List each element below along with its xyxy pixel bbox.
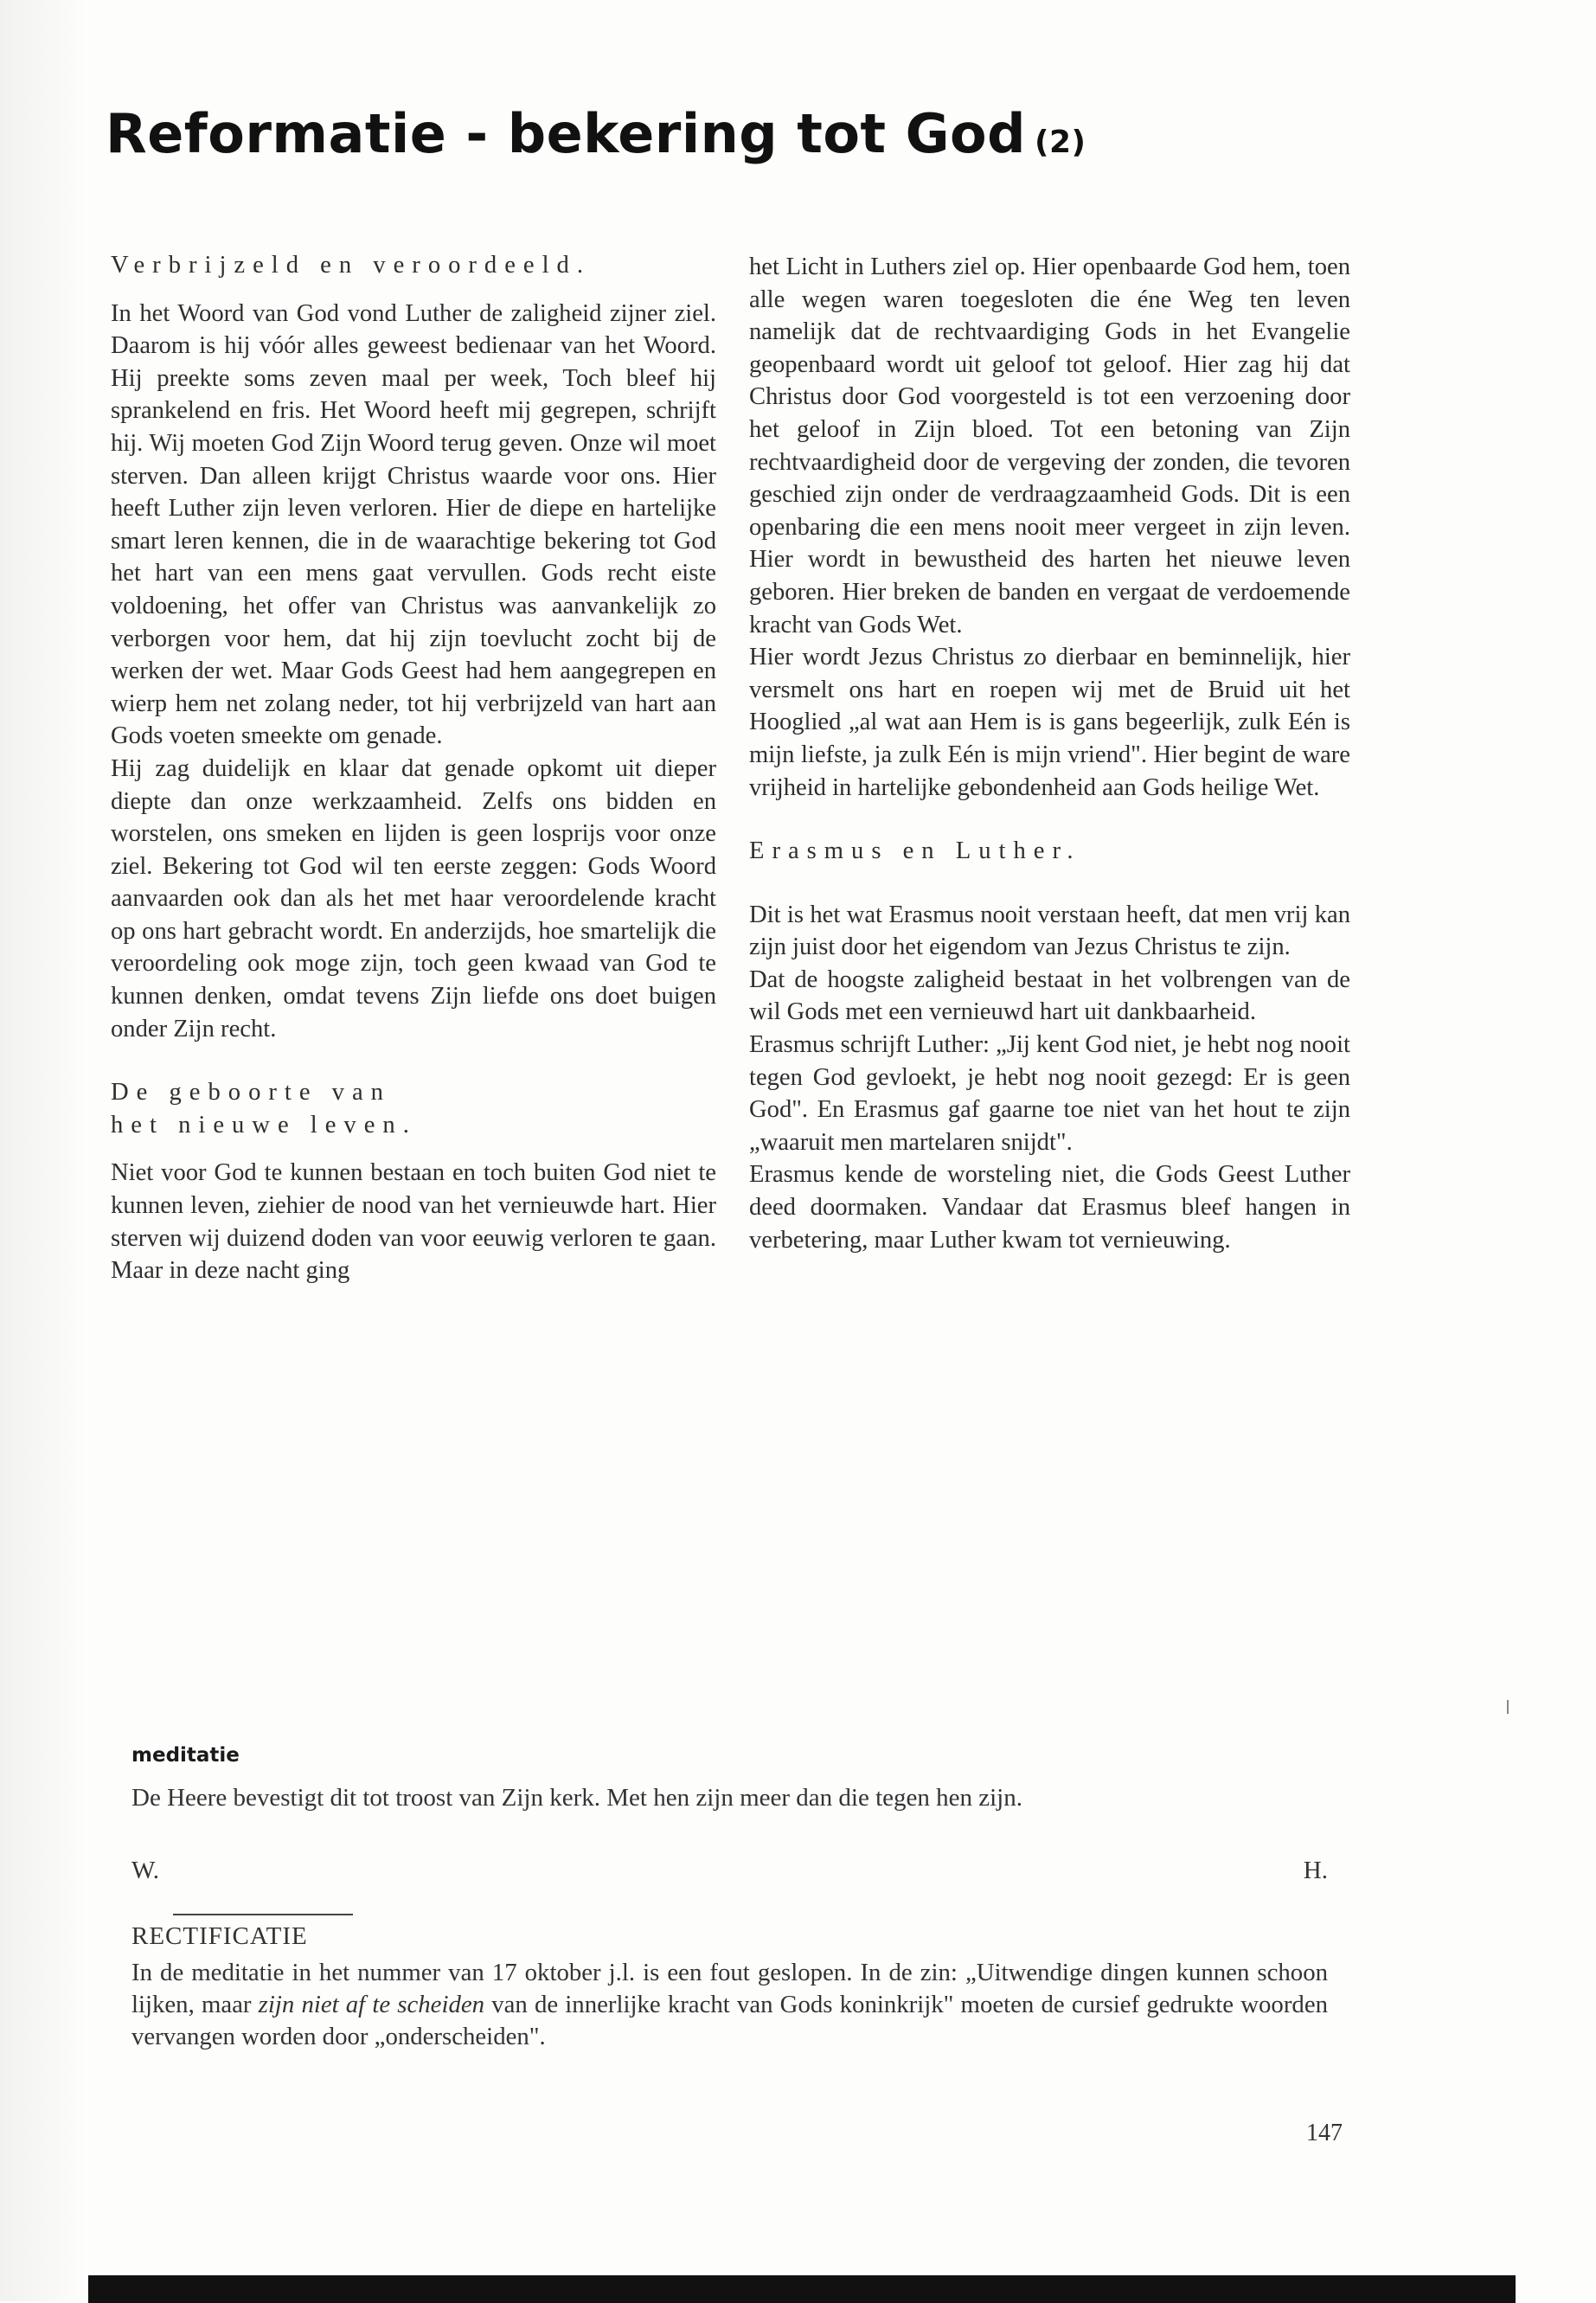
article-title [106,102,1403,165]
rectification-text [131,1957,1328,2053]
paragraph: Dat de hoogste zaligheid bestaat in het volbrengen van de wil Gods met een vernieuwd hart uit dankbaarheid. [749,965,1350,1026]
margin-mark [1507,1700,1509,1714]
paragraph: Erasmus kende de worsteling niet, die Gods Geest Luther deed doormaken. Vandaar dat Erasmus bleef hangen in verbetering, maar Luther kwam tot vernieuwing. [749,1161,1350,1254]
paragraph: Dit is het wat Erasmus nooit verstaan heeft, dat men vrij kan zijn juist door het eigendom van Jezus Christus te zijn. [749,901,1350,961]
rectification-title: RECTIFICATIE [131,1922,308,1950]
paragraph: het Licht in Luthers ziel op. Hier openbaarde God hem, toen alle wegen waren toegesloten die éne Weg ten leven namelijk dat de rechtvaardiging Gods in het Evangelie geopenbaard wordt uit geloof tot geloof. Hier zag hij dat Christus door God voorgesteld is tot een verzoening door het geloof in Zijn bloed. Tot een betoning van Zijn rechtvaardigheid door de vergeving der zonden, die tevoren geschied zijn onder de verdraagzaamheid Gods. Dit is een openbaring die een mens nooit meer vergeet in zijn leven. Hier wordt in bewustheid des harten het nieuwe leven geboren. Hier breken de banden en vergaat de verdoemende kracht van Gods Wet. [749,253,1350,638]
paragraph: Niet voor God te kunnen bestaan en toch buiten God niet te kunnen leven, ziehier de nood van het vernieuwde hart. Hier sterven wij duizend doden van voor eeuwig verloren te gaan. Maar in deze nacht ging [111,1159,716,1285]
section-heading-erasmus: Erasmus en Luther. [749,837,1081,865]
paragraph: Erasmus schrijft Luther: „Jij kent God niet, je hebt nog nooit tegen God gevloekt, je hebt nog nooit gezegd: Er is geen God". En Erasmus gaf gaarne toe niet van het hout te zijn „waaruit men martelaren snijdt". [749,1031,1350,1156]
signature-left: W. [131,1857,159,1884]
paragraph: Hier wordt Jezus Christus zo dierbaar en beminnelijk, hier versmelt ons hart en roepen wij met de Bruid uit het Hooglied „al wat aan Hem is is gans begeerlijk, zulk Eén is mijn liefste, ja zulk Eén is mijn vriend". Hier begint de ware vrijheid in hartelijke gebondenheid aan Gods heilige Wet. [749,644,1350,801]
paragraph: Hij zag duidelijk en klaar dat genade opkomt uit dieper diepte dan onze werkzaamheid. Zelfs ons bidden en worstelen, ons smeken en lijden is geen losprijs voor onze ziel. Bekering tot God wil ten eerste zeggen: Gods Woord aanvaarden ook dan als het met haar veroordelende kracht op ons hart gebracht wordt. En anderzijds, hoe smartelijk die veroordeling ook moge zijn, toch geen kwaad van God te kunnen denken, omdat tevens Zijn liefde ons doet buigen onder Zijn recht. [111,754,716,1042]
rectification-text-part: van de innerlijke kracht van Gods koninkrijk" moeten de cursief gedrukte woorden vervangen worden door „onderscheiden". [131,1991,1328,2050]
page-number: 147 [1306,2120,1343,2146]
section-heading-verbrijzeld: Verbrijzeld en veroordeeld. [111,252,592,279]
bottom-border-bar [88,2275,1516,2303]
left-column [111,249,716,1287]
meditation-label: meditatie [131,1744,240,1767]
section-heading-geboorte-line1: De geboorte van [111,1079,391,1107]
page-edge-shadow [0,0,87,2301]
meditation-text: De Heere bevestigt dit tot troost van Zijn kerk. Met hen zijn meer dan die tegen hen zijn. [131,1784,1022,1812]
section-heading-geboorte-line2: het nieuwe leven. [111,1111,417,1139]
article-title-text: Reformatie - bekering tot God [106,102,1027,165]
right-column [749,251,1350,1256]
signature-right: H. [1303,1857,1328,1884]
rectification-italic-phrase: zijn niet af te scheiden [258,1991,485,2018]
paragraph: In het Woord van God vond Luther de zaligheid zijner ziel. Daarom is hij vóór alles geweest bedienaar van het Woord. Hij preekte soms zeven maal per week, Toch bleef hij sprankelend en fris. Het Woord heeft mij gegrepen, schrijft hij. Wij moeten God Zijn Woord terug geven. Onze wil moet sterven. Dan alleen krijgt Christus waarde voor ons. Hier heeft Luther zijn leven verloren. Hier de diepe en hartelijke smart leren kennen, die in de waarachtige bekering tot God het hart van een mens gaat vervullen. Gods recht eiste voldoening, het offer van Christus was aanvankelijk zo verborgen voor hem, dat hij zijn toevlucht zocht bij de werken der wet. Maar Gods Geest had hem aangegrepen en wierp hem net zolang neder, tot hij verbrijzeld van hart aan Gods voeten smeekte om genade. [111,299,716,750]
divider-rule [173,1914,353,1915]
article-title-part: (2) [1035,125,1086,160]
rectification-text-part: In de meditatie in het nummer van 17 oktober j.l. is een fout geslopen. In de zin: „Uitwendige dingen kunnen schoon lijken, maar [131,1959,1328,2018]
